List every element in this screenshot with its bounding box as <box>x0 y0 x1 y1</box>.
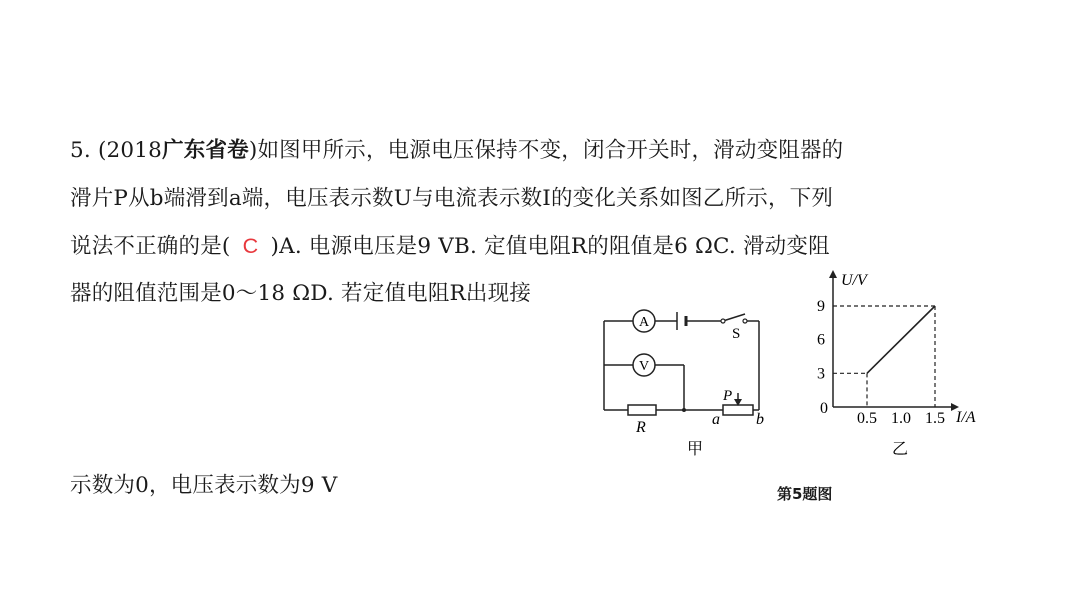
y-tick-label: 3 <box>817 365 825 383</box>
end-b-label: b <box>756 411 764 428</box>
answer-choice: C <box>242 234 259 258</box>
question-line-1 <box>70 133 843 164</box>
fixed-resistor <box>628 405 656 415</box>
x-tick-label: 0.5 <box>857 410 877 427</box>
question-source: 广东省卷 <box>162 138 249 163</box>
y-axis-arrow <box>829 270 837 278</box>
question-line-5: 示数为0，电压表示数为9 V <box>70 473 338 498</box>
question-line-3 <box>70 229 830 260</box>
switch <box>721 319 747 323</box>
slider-label: P <box>723 388 733 404</box>
end-a-label: a <box>712 411 720 428</box>
y-tick-label: 9 <box>817 298 825 315</box>
graph-figure-label: 乙 <box>891 441 909 458</box>
figure <box>595 268 995 468</box>
circuit-figure-label: 甲 <box>686 441 704 458</box>
options-text: )A. 电源电压是9 VB. 定值电阻R的阻值是6 ΩC. 滑动变阻 <box>270 234 830 259</box>
x-tick-label: 1.0 <box>891 410 911 427</box>
figure-caption: 第5题图 <box>777 485 833 503</box>
voltmeter-label: V <box>638 359 650 374</box>
question-stem-part-3: 说法不正确的是( <box>70 234 231 259</box>
ammeter-label: A <box>638 315 650 330</box>
question-line-4: 器的阻值范围是0～18 ΩD. 若定值电阻R出现接 <box>70 281 532 306</box>
sliding-rheostat <box>723 405 753 415</box>
u-i-series-line <box>867 306 935 373</box>
y-tick-label: 6 <box>817 331 825 349</box>
question-line-2: 滑片P从b端滑到a端，电压表示数U与电流表示数I的变化关系如图乙所示，下列 <box>70 186 834 211</box>
question-number: 5. (2018 <box>70 138 163 163</box>
resistor-label: R <box>636 419 646 436</box>
x-axis-label: I/A <box>956 409 976 426</box>
junction-dot <box>682 408 686 412</box>
question-stem-part-1: )如图甲所示，电源电压保持不变，闭合开关时，滑动变阻器的 <box>248 138 844 163</box>
battery <box>677 312 686 330</box>
origin-label: 0 <box>820 400 828 417</box>
y-axis-label: U/V <box>841 272 867 289</box>
u-i-graph <box>817 270 976 427</box>
x-tick-label: 1.5 <box>925 410 945 427</box>
switch-label: S <box>732 326 741 342</box>
